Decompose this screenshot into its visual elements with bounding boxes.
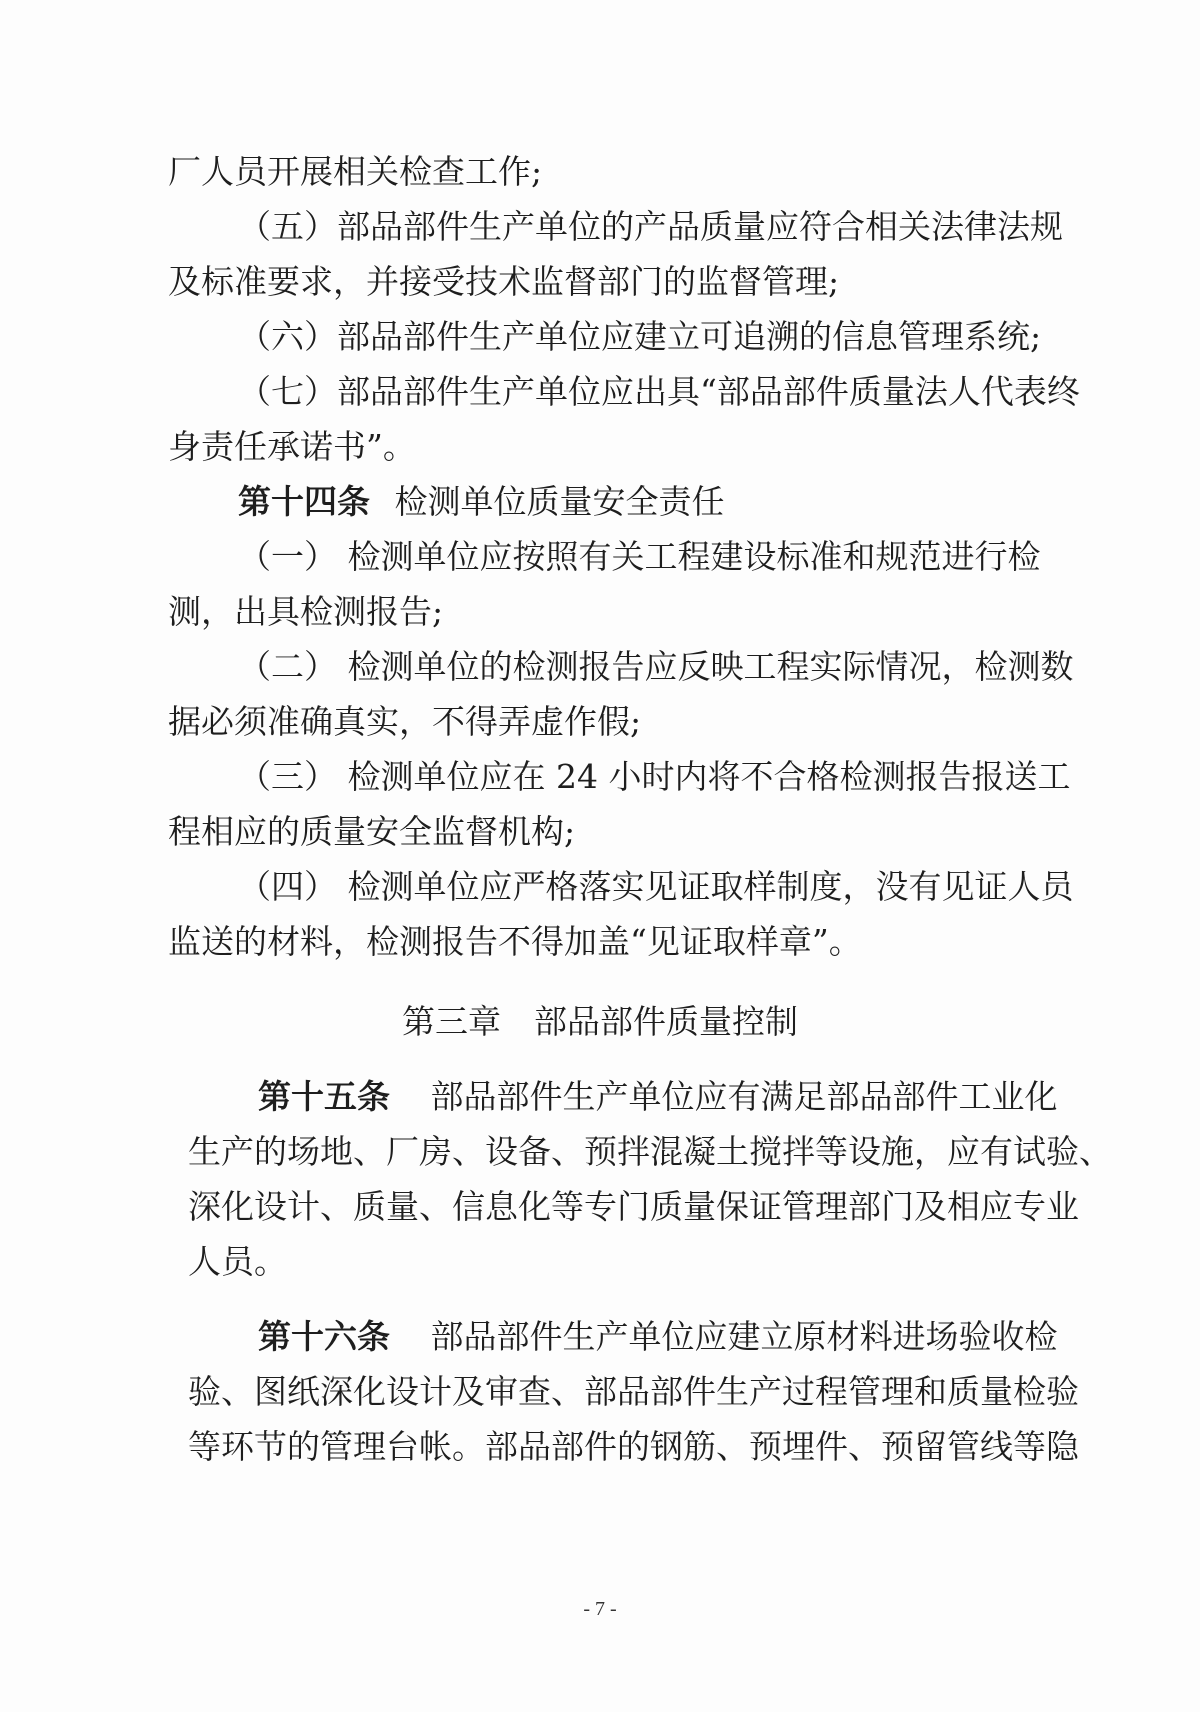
article-15 — [258, 1075, 1058, 1119]
clause-7: （七）部品部件生产单位应出具“部品部件质量法人代表终 — [238, 372, 1080, 411]
text-line: 测，出具检测报告; — [168, 592, 444, 631]
text-line: 监送的材料，检测报告不得加盖“见证取样章”。 — [168, 922, 862, 961]
article-text: 部品部件生产单位应建立原材料进场验收检 — [430, 1317, 1058, 1356]
clause-5: （五）部品部件生产单位的产品质量应符合相关法律法规 — [238, 207, 1063, 246]
article-text: 部品部件生产单位应有满足部品部件工业化 — [430, 1077, 1058, 1116]
clause-6: （六）部品部件生产单位应建立可追溯的信息管理系统; — [238, 317, 1042, 356]
clause-1: （一） 检测单位应按照有关工程建设标准和规范进行检 — [238, 537, 1041, 576]
clause-3: （三） 检测单位应在 24 小时内将不合格检测报告报送工 — [238, 757, 1071, 796]
article-heading: 第十五条 — [258, 1077, 390, 1116]
article-14 — [238, 480, 725, 524]
article-16 — [258, 1315, 1058, 1359]
article-heading: 第十六条 — [258, 1317, 390, 1356]
article-heading: 第十四条 — [238, 482, 370, 521]
text-line: 人员。 — [188, 1242, 287, 1281]
text-line: 身责任承诺书”。 — [168, 427, 416, 466]
text-line: 等环节的管理台帐。部品部件的钢筋、预埋件、预留管线等隐 — [188, 1427, 1079, 1466]
text-line: 验、图纸深化设计及审查、部品部件生产过程管理和质量检验 — [188, 1372, 1079, 1411]
text-line: 据必须准确真实，不得弄虚作假; — [168, 702, 642, 741]
chapter-heading: 第三章 部品部件质量控制 — [402, 1002, 798, 1041]
text-line: 程相应的质量安全监督机构; — [168, 812, 576, 851]
page-number: - 7 - — [583, 1598, 617, 1620]
clause-2: （二） 检测单位的检测报告应反映工程实际情况，检测数 — [238, 647, 1074, 686]
text-line: 及标准要求，并接受技术监督部门的监督管理; — [168, 262, 840, 301]
article-title: 检测单位质量安全责任 — [394, 482, 725, 521]
clause-4: （四） 检测单位应严格落实见证取样制度，没有见证人员 — [238, 867, 1074, 906]
text-line: 深化设计、质量、信息化等专门质量保证管理部门及相应专业 — [188, 1187, 1079, 1226]
text-line: 生产的场地、厂房、设备、预拌混凝土搅拌等设施，应有试验、 — [188, 1132, 1112, 1171]
text-line: 厂人员开展相关检查工作; — [168, 152, 543, 191]
